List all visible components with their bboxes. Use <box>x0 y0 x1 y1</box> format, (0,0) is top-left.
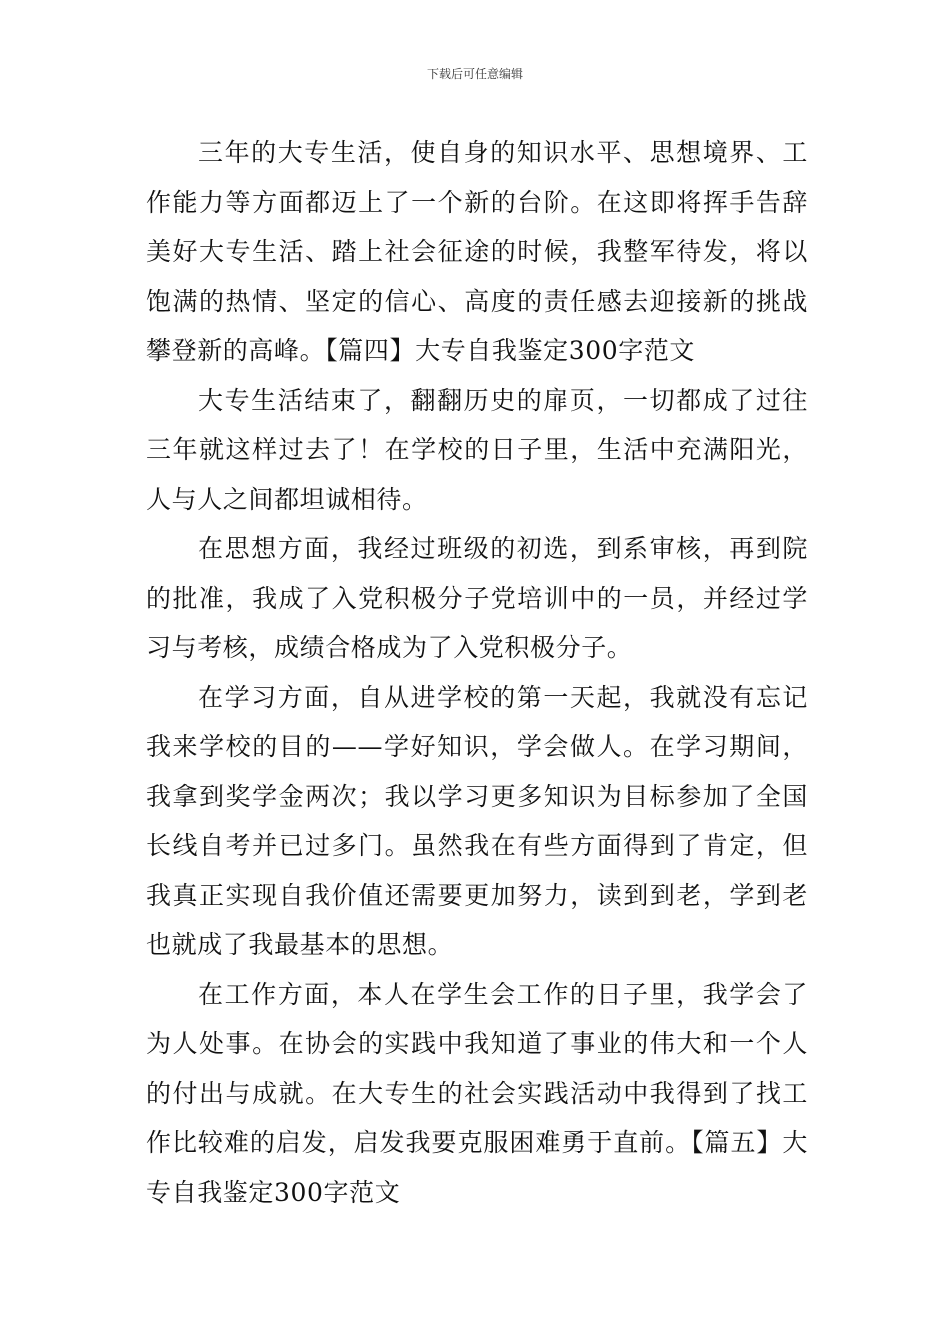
paragraph-3: 在思想方面，我经过班级的初选，到系审核，再到院的批准，我成了入党积极分子党培训中的一员，并经过学习与考核，成绩合格成为了入党积极分子。 <box>146 534 808 662</box>
paragraph-4: 在学习方面，自从进学校的第一天起，我就没有忘记我来学校的目的——学好知识，学会做人。在学习期间，我拿到奖学金两次；我以学习更多知识为目标参加了全国长线自考并已过多门。虽然我在有些方面得到了肯定，但我真正实现自我价值还需要更加努力，读到到老，学到老也就成了我最基本的思想。 <box>146 682 808 959</box>
document-body <box>146 128 808 1217</box>
paragraph-1: 三年的大专生活，使自身的知识水平、思想境界、工作能力等方面都迈上了一个新的台阶。在这即将挥手告辞美好大专生活、踏上社会征途的时候，我整军待发，将以饱满的热情、坚定的信心、高度的责任感去迎接新的挑战攀登新的高峰。【篇四】大专自我鉴定300字范文 <box>146 138 808 365</box>
page-header-note: 下载后可任意编辑 <box>426 67 523 81</box>
paragraph-5: 在工作方面，本人在学生会工作的日子里，我学会了为人处事。在协会的实践中我知道了事业的伟大和一个人的付出与成就。在大专生的社会实践活动中我得到了找工作比较难的启发，启发我要克服困难勇于直前。【篇五】大专自我鉴定300字范文 <box>146 979 808 1207</box>
paragraph-2: 大专生活结束了，翻翻历史的扉页，一切都成了过往三年就这样过去了！在学校的日子里，生活中充满阳光，人与人之间都坦诚相待。 <box>146 385 808 514</box>
